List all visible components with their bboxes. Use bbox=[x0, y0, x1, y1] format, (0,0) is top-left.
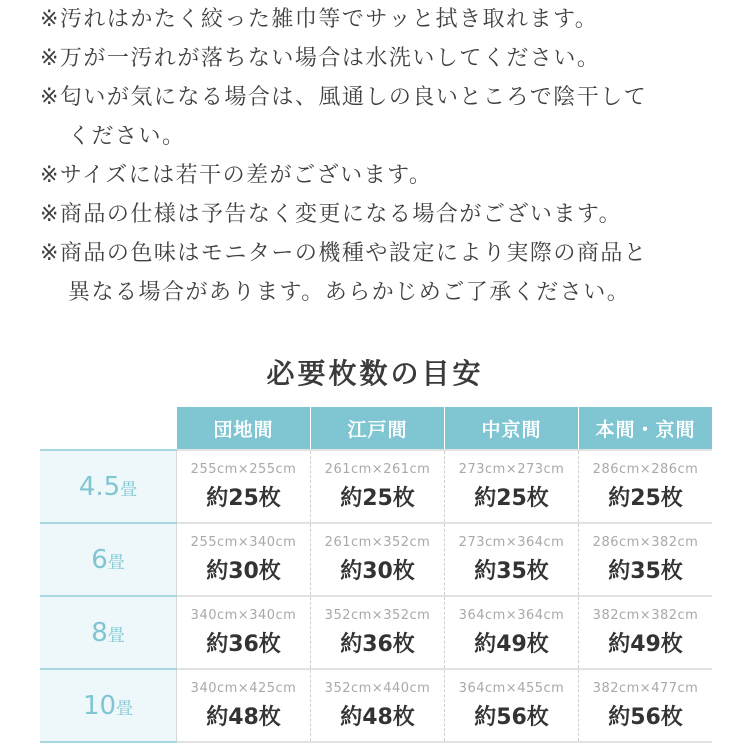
note-line: ※万が一汚れが落ちない場合は水洗いしてください。 bbox=[40, 46, 601, 71]
required-count: 約48枚 bbox=[340, 704, 415, 730]
table-cell bbox=[177, 523, 311, 596]
required-count: 約30枚 bbox=[206, 558, 281, 584]
table-cell bbox=[445, 596, 579, 669]
table-cell bbox=[177, 596, 311, 669]
required-count: 約25枚 bbox=[206, 485, 281, 511]
table-cell bbox=[579, 669, 713, 742]
table-header-row bbox=[40, 407, 712, 450]
required-count: 約56枚 bbox=[474, 704, 549, 730]
column-header: 中京間 bbox=[445, 407, 579, 450]
required-count: 約49枚 bbox=[474, 631, 549, 657]
table-cell bbox=[177, 669, 311, 742]
room-size-number: 10 bbox=[82, 690, 117, 721]
column-header: 江戸間 bbox=[311, 407, 445, 450]
column-header: 団地間 bbox=[177, 407, 311, 450]
room-dimensions: 255cm×255cm bbox=[190, 461, 297, 477]
care-notes bbox=[40, 0, 730, 312]
room-dimensions: 352cm×440cm bbox=[324, 680, 431, 696]
required-count: 約56枚 bbox=[608, 704, 683, 730]
room-dimensions: 273cm×364cm bbox=[458, 534, 565, 550]
room-size-number: 8 bbox=[91, 617, 108, 648]
table-row bbox=[40, 450, 712, 523]
required-count: 約25枚 bbox=[474, 485, 549, 511]
note-line: ※汚れはかたく絞った雑巾等でサッと拭き取れます。 bbox=[40, 7, 599, 32]
room-dimensions: 340cm×340cm bbox=[190, 607, 297, 623]
room-dimensions: 273cm×273cm bbox=[458, 461, 565, 477]
room-dimensions: 352cm×352cm bbox=[324, 607, 431, 623]
required-count: 約25枚 bbox=[608, 485, 683, 511]
room-size-label bbox=[40, 523, 177, 596]
room-size-unit: 畳 bbox=[107, 625, 125, 646]
room-size-unit: 畳 bbox=[120, 479, 138, 500]
required-count: 約35枚 bbox=[608, 558, 683, 584]
room-dimensions: 286cm×286cm bbox=[592, 461, 699, 477]
table-title: 必要枚数の目安 bbox=[266, 357, 484, 390]
required-count: 約48枚 bbox=[206, 704, 281, 730]
table-cell bbox=[579, 523, 713, 596]
room-size-number: 6 bbox=[91, 544, 108, 575]
table-cell bbox=[579, 450, 713, 523]
table-cell bbox=[311, 450, 445, 523]
table-cell bbox=[311, 669, 445, 742]
room-size-unit: 畳 bbox=[116, 698, 134, 719]
required-count: 約36枚 bbox=[340, 631, 415, 657]
room-dimensions: 340cm×425cm bbox=[190, 680, 297, 696]
table-cell bbox=[177, 450, 311, 523]
room-dimensions: 255cm×340cm bbox=[190, 534, 297, 550]
table-cell bbox=[311, 523, 445, 596]
room-size-label bbox=[40, 450, 177, 523]
note-line: 異なる場合があります。あらかじめご了承ください。 bbox=[68, 280, 631, 305]
table-body bbox=[40, 450, 712, 742]
required-count: 約36枚 bbox=[206, 631, 281, 657]
table-cell bbox=[445, 523, 579, 596]
room-size-number: 4.5 bbox=[78, 471, 121, 502]
note-line: ください。 bbox=[68, 124, 186, 149]
table-cell bbox=[311, 596, 445, 669]
room-dimensions: 382cm×477cm bbox=[592, 680, 699, 696]
room-dimensions: 286cm×382cm bbox=[592, 534, 699, 550]
required-count: 約25枚 bbox=[340, 485, 415, 511]
room-size-label bbox=[40, 669, 177, 742]
room-dimensions: 382cm×382cm bbox=[592, 607, 699, 623]
required-quantity-table bbox=[40, 407, 712, 743]
table-cell bbox=[579, 596, 713, 669]
note-line: ※商品の仕様は予告なく変更になる場合がございます。 bbox=[40, 202, 623, 227]
required-count: 約35枚 bbox=[474, 558, 549, 584]
room-dimensions: 364cm×364cm bbox=[458, 607, 565, 623]
note-line: ※匂いが気になる場合は、風通しの良いところで陰干して bbox=[40, 85, 648, 110]
room-dimensions: 261cm×352cm bbox=[324, 534, 431, 550]
column-header: 本間・京間 bbox=[579, 407, 713, 450]
room-dimensions: 364cm×455cm bbox=[458, 680, 565, 696]
table-row bbox=[40, 523, 712, 596]
required-count: 約49枚 bbox=[608, 631, 683, 657]
note-line: ※サイズには若干の差がございます。 bbox=[40, 163, 433, 188]
required-count: 約30枚 bbox=[340, 558, 415, 584]
table-row bbox=[40, 596, 712, 669]
room-dimensions: 261cm×261cm bbox=[324, 461, 431, 477]
table-cell bbox=[445, 669, 579, 742]
table-corner bbox=[40, 407, 177, 450]
table-row bbox=[40, 669, 712, 742]
room-size-unit: 畳 bbox=[107, 552, 125, 573]
note-line: ※商品の色味はモニターの機種や設定により実際の商品と bbox=[40, 241, 648, 266]
room-size-label bbox=[40, 596, 177, 669]
table-cell bbox=[445, 450, 579, 523]
